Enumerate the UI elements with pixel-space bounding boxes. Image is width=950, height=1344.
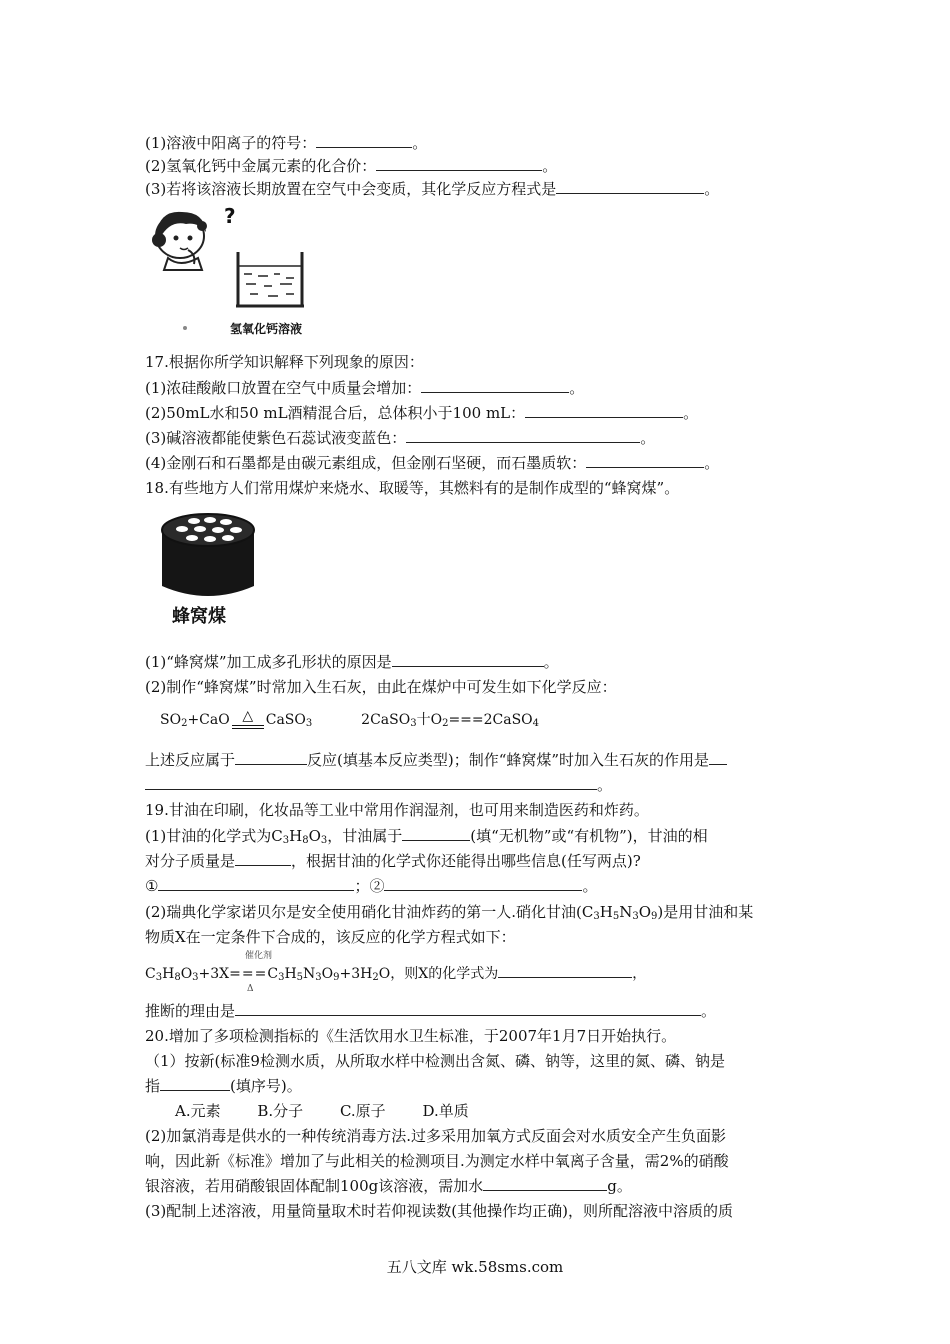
q20-options — [175, 1101, 469, 1121]
q19-part2-cont: 物质X在一定条件下合成的，该反应的化学方程式如下： — [145, 928, 516, 946]
answer-blank[interactable] — [556, 179, 704, 194]
heat-condition: △ — [230, 710, 266, 730]
answer-blank[interactable] — [586, 453, 704, 468]
q20-part2-line1: (2)加氯消毒是供水的一种传统消毒方法.过多采用加氧方式反面会对水质安全产生负面影 — [145, 1127, 727, 1145]
answer-blank[interactable] — [402, 826, 470, 841]
answer-blank[interactable] — [498, 963, 632, 978]
answer-blank[interactable] — [392, 652, 544, 667]
q20-part3: (3)配制上述溶液，用量筒量取术时若仰视读数(其他操作均正确)，则所配溶液中溶质的质 — [145, 1202, 733, 1220]
option-b[interactable]: B.分子 — [257, 1102, 304, 1120]
answer-blank[interactable] — [376, 156, 542, 171]
option-d[interactable]: D.单质 — [422, 1102, 469, 1120]
q18-stem: 18.有些地方人们常用煤炉来烧水、取暖等，其燃料有的是制作成型的“蜂窝煤”。 — [145, 479, 680, 497]
catalyst-label: 催化剂 — [245, 951, 273, 961]
honeycomb-coal-figure — [158, 510, 258, 630]
answer-blank[interactable] — [483, 1176, 607, 1191]
q20-part1: （1）按新(标准9检测水质，从所取水样中检测出含氮、磷、钠等，这里的氮、磷、钠是 — [145, 1052, 725, 1070]
q17-part1: (1)浓硅酸敞口放置在空气中质量会增加： 。 — [145, 379, 585, 397]
q19-reason: 推断的理由是 。 — [145, 1002, 717, 1020]
heat-label: Δ — [247, 984, 254, 994]
q19-part1-cont: 对分子质量是 ，根据甘油的化学式你还能得出哪些信息(任写两点)? — [145, 852, 641, 870]
honeycomb-coal-icon — [158, 510, 258, 604]
q17-part4: (4)金刚石和石墨都是由碳元素组成，但金刚石坚硬，而石墨质软： 。 — [145, 454, 720, 472]
figure-caption: 蜂窝煤 — [172, 606, 226, 627]
figure-caption: 氢氧化钙溶液 — [230, 322, 303, 336]
answer-blank[interactable] — [421, 378, 569, 393]
q16-part1: (1)溶液中阳离子的符号： 。 — [145, 134, 428, 152]
answer-blank[interactable] — [160, 1076, 230, 1091]
q20-stem: 20.增加了多项检测指标的《生活饮用水卫生标准，于2007年1月7日开始执行。 — [145, 1027, 677, 1045]
q18-part3: 上述反应属于 反应(填基本反应类型)；制作“蜂窝煤”时加入生石灰的作用是 — [145, 750, 727, 770]
q20-part2-line2: 响，因此新《标准》增加了与此相关的检测项目.为测定水样中氧离子含量，需2%的硝酸 — [145, 1152, 729, 1170]
question-mark: ? — [224, 204, 236, 228]
answer-blank[interactable] — [525, 403, 683, 418]
page-footer: 五八文库 wk.58sms.com — [386, 1258, 564, 1276]
girl-beaker-figure — [150, 204, 320, 340]
q19-stem: 19.甘油在印刷，化妆品等工业中常用作润湿剂，也可用来制造医药和炸药。 — [145, 801, 649, 819]
answer-blank[interactable] — [316, 133, 412, 148]
q17-stem: 17.根据你所学知识解释下列现象的原因： — [145, 353, 424, 371]
answer-blank[interactable] — [145, 775, 597, 790]
q18-part2: (2)制作“蜂窝煤”时常加入生石灰，由此在煤炉中可发生如下化学反应： — [145, 678, 617, 696]
q19-part1: (1)甘油的化学式为$C_3H_8O_3$，甘油属于 (填“无机物”或“有机物”)，甘油的相 — [145, 827, 708, 846]
answer-blank[interactable] — [235, 1001, 701, 1016]
answer-blank[interactable] — [406, 428, 640, 443]
answer-blank[interactable] — [709, 750, 727, 765]
q19-info-blanks: ① ；② 。 — [145, 877, 598, 895]
q19-part2: (2)瑞典化学家诺贝尔是安全使用硝化甘油炸药的第一人.硝化甘油$(C_3H_5N_3O_9)$是用甘油和某 — [145, 903, 754, 922]
q17-part3: (3)碱溶液都能使紫色石蕊试液变蓝色： 。 — [145, 429, 656, 447]
answer-blank[interactable] — [235, 851, 291, 866]
answer-blank[interactable] — [158, 876, 354, 891]
q17-part2: (2)50mL水和50 mL酒精混合后，总体积小于100 mL： 。 — [145, 404, 699, 422]
answer-blank[interactable] — [235, 750, 307, 765]
answer-blank[interactable] — [384, 876, 582, 891]
q16-part3: (3)若将该溶液长期放置在空气中会变质，其化学反应方程式是 。 — [145, 180, 720, 198]
q18-part1: (1)“蜂窝煤”加工成多孔形状的原因是 。 — [145, 653, 559, 671]
option-c[interactable]: C.原子 — [339, 1102, 386, 1120]
q20-part2-line3: 银溶液，若用硝酸银固体配制100g该溶液，需加水 g。 — [145, 1177, 632, 1195]
q19-equation: $C_3H_8O_3+3X===C_3H_5N_3O_9+3H_2O$，则X的化学式为 ， — [145, 963, 646, 984]
option-a[interactable]: A.元素 — [175, 1102, 221, 1120]
q20-part1-cont: 指 (填序号)。 — [145, 1077, 302, 1095]
q18-part3-cont: 。 — [145, 775, 612, 795]
q18-equations: $SO_2+CaO$ △ CaSO$_3$ 2CaSO$_3$十$O_2===2CaSO_4$ — [160, 708, 540, 729]
q16-part2: (2)氢氧化钙中金属元素的化合价： 。 — [145, 157, 558, 175]
